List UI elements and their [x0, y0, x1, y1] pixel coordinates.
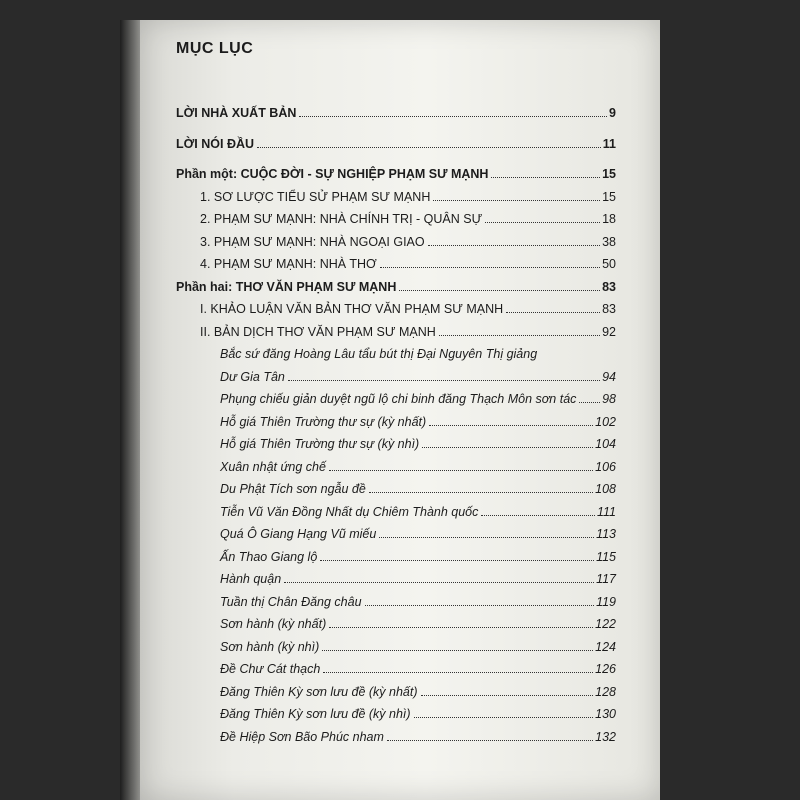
- table-of-contents: [176, 40, 616, 748]
- toc-entry: Xuân nhật ứng chế 106: [220, 459, 616, 474]
- toc-entry-part-two: Phần hai: THƠ VĂN PHẠM SƯ MẠNH 83: [176, 279, 616, 294]
- toc-entry: Đề Chư Cát thạch 126: [220, 662, 616, 676]
- toc-entry: 1. SƠ LƯỢC TIỂU SỬ PHẠM SƯ MẠNH 15: [200, 189, 616, 204]
- toc-entry: Bắc sứ đăng Hoàng Lâu tẩu bút thị Đại Nguyên Thị giảng: [220, 347, 538, 361]
- toc-entry: Đăng Thiên Kỳ sơn lưu đề (kỳ nhất) 128: [220, 684, 616, 699]
- toc-entry: Tuần thị Chân Đăng châu 119: [220, 594, 616, 609]
- toc-entry: II. BẢN DỊCH THƠ VĂN PHẠM SƯ MẠNH 92: [200, 324, 616, 339]
- toc-entry: Sơn hành (kỳ nhì) 124: [220, 639, 616, 654]
- toc-entry-publisher-note: LỜI NHÀ XUẤT BẢN 9: [176, 106, 616, 120]
- toc-entry: Phụng chiếu giản duyệt ngũ lộ chi binh đăng Thạch Môn sơn tác 98: [220, 392, 616, 406]
- toc-entry: 3. PHẠM SƯ MẠNH: NHÀ NGOẠI GIAO 38: [200, 234, 616, 249]
- toc-entry-foreword: LỜI NÓI ĐẦU 11: [176, 136, 616, 151]
- toc-entry: Sơn hành (kỳ nhất) 122: [220, 617, 616, 631]
- toc-entry: Tiễn Vũ Văn Đồng Nhất dụ Chiêm Thành quốc 111: [220, 504, 616, 519]
- toc-entry: Hỗ giá Thiên Trường thư sự (kỳ nhì) 104: [220, 437, 616, 451]
- toc-entry: Quá Ô Giang Hạng Vũ miếu 113: [220, 527, 616, 541]
- toc-entry: Đề Hiệp Sơn Bão Phúc nham 132: [220, 729, 616, 744]
- toc-entry: 2. PHẠM SƯ MẠNH: NHÀ CHÍNH TRỊ - QUÂN SỰ 18: [200, 212, 616, 226]
- toc-entry: Hành quận 117: [220, 572, 616, 586]
- toc-entry: Dư Gia Tân 94: [220, 369, 616, 384]
- toc-entry: 4. PHẠM SƯ MẠNH: NHÀ THƠ 50: [200, 257, 616, 271]
- toc-entry: Du Phật Tích sơn ngẫu đề 108: [220, 482, 616, 496]
- toc-entry: I. KHẢO LUẬN VĂN BẢN THƠ VĂN PHẠM SƯ MẠNH 83: [200, 302, 616, 316]
- toc-title: MỤC LỤC: [176, 40, 254, 57]
- toc-entry: Đăng Thiên Kỳ sơn lưu đề (kỳ nhì) 130: [220, 707, 616, 721]
- toc-entry: Hỗ giá Thiên Trường thư sự (kỳ nhất) 102: [220, 414, 616, 429]
- toc-entry: Ấn Thao Giang lộ 115: [220, 549, 616, 564]
- toc-entry-part-one: Phần một: CUỘC ĐỜI - SỰ NGHIỆP PHẠM SƯ MẠNH 15: [176, 167, 616, 181]
